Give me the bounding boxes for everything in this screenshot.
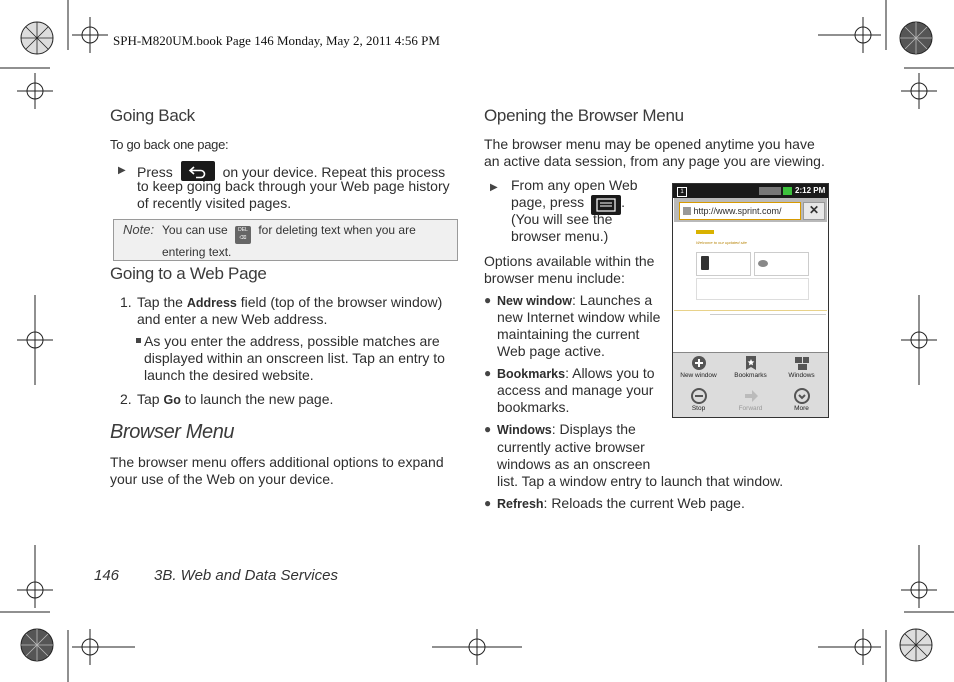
bullet-arrow-icon: ▶ — [490, 182, 498, 193]
bullet-dot-icon: ● — [484, 366, 492, 380]
menu-windows-label: Windows — [788, 372, 815, 379]
note-text-part3: entering text. — [162, 245, 232, 259]
menu-bookmarks[interactable] — [725, 353, 776, 385]
bullet-dot-icon: ● — [484, 422, 492, 436]
more-chevron-icon — [794, 388, 810, 404]
note-box — [113, 219, 458, 261]
phone-screenshot — [672, 183, 829, 418]
going-back-title: Going Back — [110, 106, 195, 125]
menu-windows[interactable] — [776, 353, 827, 385]
menu-forward[interactable] — [725, 386, 776, 418]
bullet-bookmarks-line1 — [497, 365, 655, 383]
note-text-part1: You can use — [162, 223, 228, 237]
step2-go-bold: Go — [163, 393, 181, 407]
menu-forward-label: Forward — [738, 405, 763, 412]
phone-image — [701, 256, 709, 270]
opening-para-line1: The browser menu may be opened anytime you have — [484, 136, 815, 152]
menu-more-label: More — [794, 405, 809, 412]
bullet-windows-line4: list. Tap a window entry to launch that window. — [497, 473, 784, 489]
bullet-bookmarks-line2: access and manage your — [497, 382, 654, 398]
bullet-new-window-line4: Web page active. — [497, 343, 605, 359]
bullet-windows-bold: Windows — [497, 423, 552, 437]
browser-menu-para-line1: The browser menu offers additional options to expand — [110, 454, 444, 470]
phone-url-bar — [674, 198, 827, 222]
bullet-refresh-text: : Reloads the current Web page. — [543, 495, 745, 511]
note-text-part2: for deleting text when you are — [258, 223, 416, 237]
step-rest-text: on your device. Repeat this process — [222, 164, 446, 180]
close-icon[interactable]: ✕ — [803, 202, 825, 220]
bullet-windows-line3: windows as an onscreen — [497, 456, 651, 472]
web-page-content — [674, 222, 827, 352]
bullet-bookmarks-bold: Bookmarks — [497, 367, 566, 381]
browser-menu-panel — [673, 352, 828, 418]
bullet-refresh-bold: Refresh — [497, 497, 544, 511]
del-key-label: DEL — [238, 227, 248, 233]
bullet-dot-icon: ● — [484, 293, 492, 307]
going-to-page-title: Going to a Web Page — [110, 264, 267, 283]
bookmark-star-icon — [743, 355, 759, 371]
sub-line3: launch the desired website. — [144, 367, 314, 383]
options-line1: Options available within the — [484, 253, 655, 269]
sub-line2: displayed within an onscreen list. Tap an entry to — [144, 350, 445, 366]
step2-text-b: to launch the new page. — [184, 391, 334, 407]
step1-line1 — [137, 294, 442, 312]
going-back-step-line3: of recently visited pages. — [137, 195, 292, 211]
promo-box-3 — [696, 278, 809, 300]
step1-number: 1. — [120, 294, 132, 310]
sub-line1: As you enter the address, possible matches are — [144, 333, 440, 349]
step-press-text: Press — [137, 164, 173, 180]
going-back-step-line2: to keep going back through your Web page history — [137, 178, 450, 194]
book-header: SPH-M820UM.book Page 146 Monday, May 2, 2011 4:56 PM — [113, 33, 440, 48]
battery-icon — [783, 187, 792, 195]
open-step-line2: page, press . — [511, 194, 625, 215]
step1-address-bold: Address — [186, 296, 237, 310]
bullet-new-window-text: : Launches a — [572, 292, 653, 308]
menu-bookmarks-label: Bookmarks — [734, 372, 767, 379]
step1-line2: and enter a new Web address. — [137, 311, 328, 327]
page-footer-line — [710, 314, 826, 315]
menu-more[interactable] — [776, 386, 827, 418]
bullet-new-window-line2: new Internet window while — [497, 309, 661, 325]
stop-icon — [691, 388, 707, 404]
open-step-line3: (You will see the — [511, 211, 613, 227]
bullet-arrow-icon: ▶ — [118, 165, 126, 176]
step2-line — [137, 391, 333, 409]
page-heading: Welcome to our updated site — [696, 240, 747, 245]
del-key-icon: DEL ⌫ — [235, 226, 251, 244]
sub-bullet-square-icon — [136, 338, 141, 343]
notification-icon: 1 — [677, 187, 687, 197]
forward-arrow-icon — [743, 388, 759, 404]
step2-number: 2. — [120, 391, 132, 407]
bullet-dot-icon: ● — [484, 496, 492, 510]
note-label: Note: — [123, 222, 155, 237]
signal-icon — [759, 187, 781, 195]
windows-icon — [794, 355, 810, 371]
bullet-new-window-line3: maintaining the current — [497, 326, 640, 342]
bullet-new-window-line1 — [497, 292, 652, 310]
url-field[interactable] — [679, 202, 801, 220]
status-time: 2:12 PM — [795, 186, 826, 195]
opening-menu-title: Opening the Browser Menu — [484, 106, 684, 125]
browser-menu-title: Browser Menu — [110, 421, 235, 443]
bullet-new-window-bold: New window — [497, 294, 572, 308]
note-text — [162, 222, 452, 260]
plus-circle-icon — [691, 355, 707, 371]
menu-stop[interactable] — [673, 386, 724, 418]
step2-text-a: Tap — [137, 391, 160, 407]
step1-text-b: field (top of the browser window) — [240, 294, 443, 310]
bullet-windows-text: : Displays the — [551, 421, 636, 437]
open-step-line4: browser menu.) — [511, 228, 609, 244]
bullet-bookmarks-text: : Allows you to — [565, 365, 655, 381]
options-line2: browser menu include: — [484, 270, 625, 286]
menu-new-window[interactable] — [673, 353, 724, 385]
bullet-refresh-line1 — [497, 495, 745, 513]
opening-para-line2: an active data session, from any page you are viewing. — [484, 153, 825, 169]
open-step-press-text: page, press — [511, 194, 585, 210]
footer-section: 3B. Web and Data Services — [154, 567, 338, 584]
page-footer-line — [674, 310, 827, 311]
device-image — [758, 260, 768, 267]
going-back-intro: To go back one page: — [110, 137, 229, 152]
browser-menu-para-line2: your use of the Web on your device. — [110, 471, 334, 487]
footer-page-number: 146 — [94, 567, 120, 584]
step1-text-a: Tap the — [137, 294, 183, 310]
menu-new-window-label: New window — [680, 372, 717, 379]
open-step-line1: From any open Web — [511, 177, 638, 193]
bullet-windows-line1 — [497, 421, 636, 439]
menu-stop-label: Stop — [691, 405, 706, 412]
bullet-bookmarks-line3: bookmarks. — [497, 399, 570, 415]
phone-status-bar — [673, 184, 828, 198]
sprint-logo — [696, 230, 714, 234]
bullet-windows-line2: currently active browser — [497, 439, 645, 455]
url-text: http://www.sprint.com/ — [693, 206, 782, 216]
page-favicon-icon — [683, 207, 691, 215]
